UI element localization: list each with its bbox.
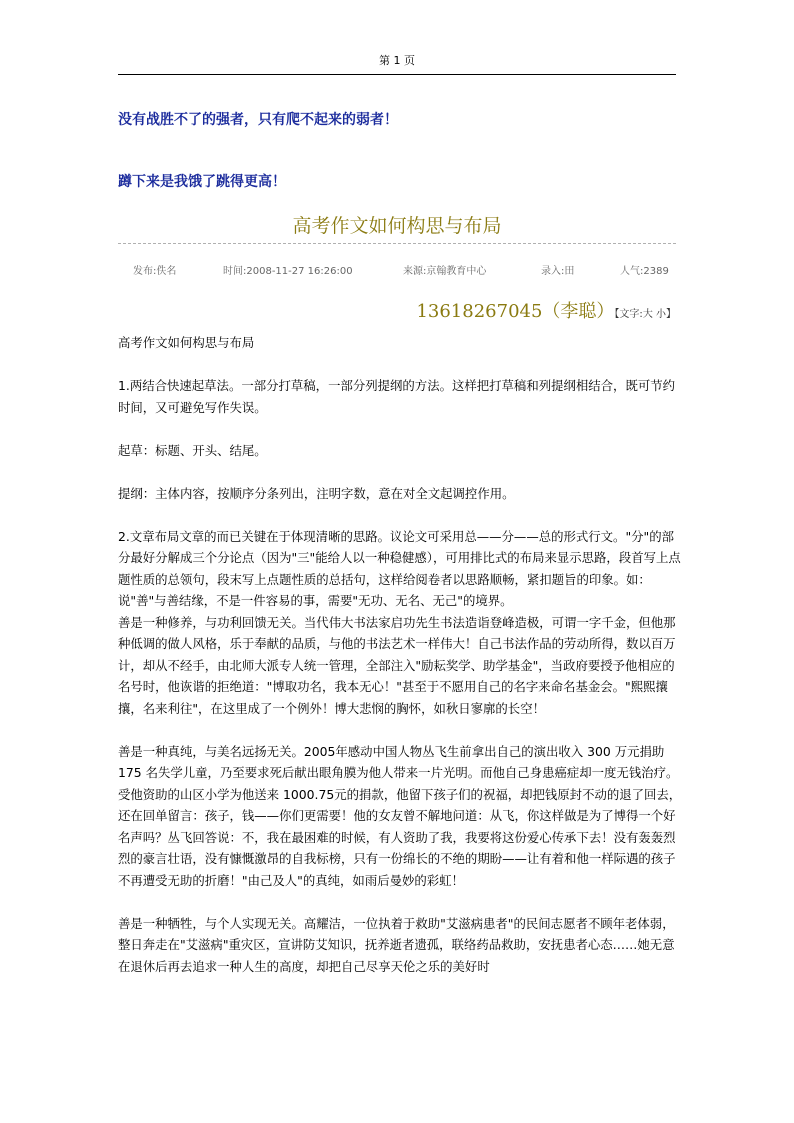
article-paragraph: 2.文章布局文章的而已关键在于体现清晰的思路。议论文可采用总——分——总的形式行文。"分"的部分最好分解成三个分论点（因为"三"能给人以一种稳健感），可用排比式的布局来显示思路，段首写上点题性质的总领句，段末写上点题性质的总括句，这样给阅卷者以思路顺畅，紧扣题旨的印象。如：说"善"与善结缘，不是一件容易的事，需要"无功、无名、无己"的境界。 — [118, 528, 681, 608]
paragraph-gap — [118, 719, 682, 741]
slogan-2: 蹲下来是我饿了跳得更高！ — [118, 174, 286, 190]
font-size-large-link[interactable]: 大 — [642, 309, 653, 320]
meta-author: 发布:佚名 — [133, 266, 177, 277]
title-divider — [118, 243, 676, 244]
article-paragraph: 善是一种修养，与功利回馈无关。当代伟大书法家启功先生书法造诣登峰造极，可谓一字千金，但他那种低调的做人风格，乐于奉献的品质，与他的书法艺术一样伟大！自己书法作品的劳动所得，数以百万计，却从不经手，由北师大派专人统一管理，全部注入"励耘奖学、助学基金"，当政府要授予他相应的名号时，他诙谐的拒绝道："博取功名，我本无心！"甚至于不愿用自己的名字来命名基金会。"熙熙攘攘，名来利往"，在这里成了一个例外！博大悲悯的胸怀，如秋日寥廓的长空！ — [118, 614, 676, 716]
font-size-open: 【文字: — [614, 309, 643, 320]
paragraph-gap — [118, 504, 682, 526]
meta-editor: 录入:田 — [541, 266, 575, 277]
slogan-1: 没有战胜不了的强者，只有爬不起来的弱者！ — [118, 112, 398, 128]
font-size-close: 】 — [666, 309, 676, 320]
article-paragraph: 起草：标题、开头、结尾。 — [118, 442, 267, 458]
article-paragraph: 善是一种牺牲，与个人实现无关。高耀洁，一位执着于救助"艾滋病患者"的民间志愿者不顾年老体弱，整日奔走在"艾滋病"重灾区，宣讲防艾知识，抚养逝者遗孤，联络药品救助，安抚患者心态……她无意在退休后再去追求一种人生的高度，却把自己尽享天伦之乐的美好时 — [118, 915, 675, 974]
article-paragraph: 善是一种真纯，与美名远扬无关。2005年感动中国人物丛飞生前拿出自己的演出收入 300 万元捐助 175 名失学儿童，乃至要求死后献出眼角膜为他人带来一片光明。而他自己身患癌症却一度无钱治疗。受他资助的山区小学为他送来 1000.75元的捐款，他留下孩子们的祝福，却把钱原封不动的退了回去，还在回单留言：孩子，钱——你们更需要！他的女友曾不解地问道：从飞，你这样做是为了博得一个好名声吗？丛飞回答说：不，我在最困难的时候，有人资助了我，我要将这份爱心传承下去！没有轰轰烈烈的豪言壮语，没有慷慨激昂的自我标榜，只有一份绵长的不绝的期盼——让有着和他一样际遇的孩子不再遭受无助的折磨！"由己及人"的真纯，如雨后曼妙的彩虹！ — [118, 743, 682, 888]
article-paragraph: 提纲：主体内容，按顺序分条列出，注明字数，意在对全文起调控作用。 — [118, 485, 515, 501]
contact-row — [416, 297, 676, 323]
article-title: 高考作文如何构思与布局 — [292, 215, 502, 237]
page-header — [118, 54, 676, 75]
contact-info: 13618267045（李聪） — [416, 301, 615, 322]
meta-time: 时间:2008-11-27 16:26:00 — [223, 266, 353, 277]
article-paragraph: 1.两结合快速起草法。一部分打草稿，一部分列提纲的方法。这样把打草稿和列提纲相结合，既可节约时间，又可避免写作失误。 — [118, 378, 676, 415]
font-size-small-link[interactable]: 小 — [656, 309, 666, 320]
paragraph-gap — [118, 891, 682, 913]
paragraph-gap — [118, 354, 682, 376]
article-body — [118, 332, 682, 977]
page-number: 第 1 页 — [379, 54, 415, 67]
meta-source: 来源:京翰教育中心 — [403, 266, 487, 277]
font-size-control — [614, 309, 676, 320]
meta-views: 人气:2389 — [620, 266, 669, 277]
article-paragraph: 高考作文如何构思与布局 — [118, 335, 255, 350]
paragraph-gap — [118, 418, 682, 440]
paragraph-gap — [118, 461, 682, 483]
